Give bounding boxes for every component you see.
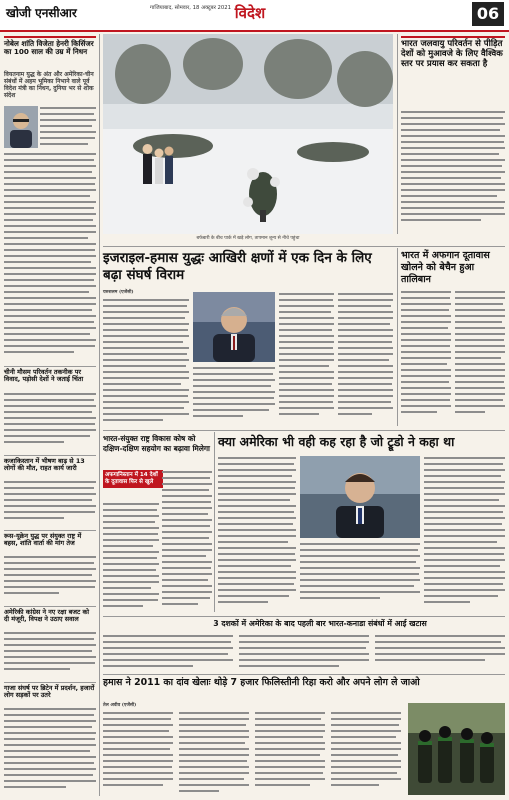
mid-right-body-b xyxy=(424,456,505,612)
masthead: खोजी एनसीआर xyxy=(6,6,77,20)
divider xyxy=(103,430,505,431)
divider xyxy=(4,530,96,531)
column-rule xyxy=(99,34,100,796)
lead-body-right xyxy=(279,292,393,426)
divider xyxy=(4,455,96,456)
page-number: 06 xyxy=(472,2,504,26)
band-headline: 3 दशकों में अमेरिका के बाद पहली बार भारत-कनाडा संबंधों में आई खटास xyxy=(213,619,427,628)
lead-body-under-photo xyxy=(193,366,275,426)
left-story1-headline: नोबेल शांति विजेता हेनरी किसिंजर का 100 साल की उम्र में निधन xyxy=(4,39,94,57)
left-story3-body xyxy=(4,480,96,528)
mid-right-body-a xyxy=(218,456,296,612)
lead-photo-leader xyxy=(193,292,275,362)
left-story6-body xyxy=(4,707,96,795)
band-body xyxy=(103,634,505,670)
left-story2-headline: चीनी मौसम परिवर्तन तकनीक पर विवाद, पड़ोसी देशों ने जताई चिंता xyxy=(4,368,84,384)
hamas-fighters-photo xyxy=(408,703,505,795)
left-story6-headline: गाजा संघर्ष पर ब्रिटेन में प्रदर्शन, हजारों लोग सड़कों पर उतरे xyxy=(4,684,95,700)
mid-left-headline: भारत-संयुक्त राष्ट्र विकास कोष को दक्षिण-दक्षिण सहयोग का बढ़ावा मिलेगा xyxy=(103,434,210,453)
left-story4-body xyxy=(4,555,96,603)
snow-scene-photo xyxy=(103,34,393,234)
right-story1-headline: भारत जलवायु परिवर्तन से पीड़ित देशों को मुआवजे के लिए वैश्विक स्तर पर प्रयास कर सकता है xyxy=(401,39,503,69)
divider xyxy=(103,246,505,247)
column-rule xyxy=(214,432,215,612)
divider xyxy=(103,674,505,675)
column-rule xyxy=(397,248,398,426)
right-story1-body xyxy=(401,110,505,226)
lead-byline: यरुशलम (एजेंसी) xyxy=(103,290,134,295)
left-story4-headline: रूस-यूक्रेन युद्ध पर संयुक्त राष्ट्र में बहस, शांति वार्ता की मांग तेज xyxy=(4,532,82,548)
left-story1-body xyxy=(40,106,96,148)
left-story1-portrait xyxy=(4,106,38,148)
right-col-rule xyxy=(401,36,505,38)
top-photo-caption: बर्फबारी के बीच पार्क में खड़े लोग, तापमान शून्य से नीचे पहुंचा xyxy=(196,236,300,241)
lead-headline: इजराइल-हमास युद्धः आखिरी क्षणों में एक दिन के लिए बढ़ा संघर्ष विराम xyxy=(103,250,372,283)
mid-left-body-a xyxy=(103,502,159,612)
lead-body xyxy=(103,298,189,426)
left-story3-headline: कजाकिस्तान में भीषण बाढ़ से 13 लोगों की मौत, राहत कार्य जारी xyxy=(4,457,85,473)
right-story2-body xyxy=(401,290,505,424)
divider xyxy=(4,606,96,607)
left-story1-subhead: वियतनाम युद्ध के अंत और अमेरिका-चीन संबंधों में अहम भूमिका निभाने वाले पूर्व विदेश मंत्री का निधन, दुनिया भर से शोक संदेश xyxy=(4,71,94,99)
left-story2-body xyxy=(4,392,96,452)
column-rule xyxy=(397,34,398,234)
dateline: गाजियाबाद, सोमवार, 18 अक्टूबर 2021 xyxy=(150,5,232,11)
section-title: विदेश xyxy=(234,4,266,22)
divider xyxy=(4,682,96,683)
divider xyxy=(4,366,96,367)
divider xyxy=(103,616,505,617)
left-col-rule xyxy=(4,36,96,38)
mid-left-body-b xyxy=(162,470,212,612)
right-story2-headline: भारत में अफगान दूतावास खोलने को बेचैन हुआ तालिबान xyxy=(401,250,490,285)
bottom-headline: हमास ने 2011 का दांव खेलाः थोड़े 7 हजार फिलिस्तीनी रिहा करो और अपने लोग ले जाओ xyxy=(103,677,420,688)
trudeau-photo xyxy=(300,456,420,538)
mid-right-headline: क्या अमेरिका भी वही कह रहा है जो ट्रूडो ने कहा था xyxy=(218,434,455,449)
mid-right-body-c xyxy=(300,542,420,612)
left-story1-body-cont xyxy=(4,152,96,362)
mid-sidebar-box: अफगानिस्तान में 14 देशों के दूतावास फिर से खुले xyxy=(103,470,163,488)
bottom-byline: तेल अवीव (एजेंसी) xyxy=(103,703,137,708)
left-story5-body xyxy=(4,631,96,679)
bottom-body xyxy=(103,711,403,797)
left-story5-headline: अमेरिकी कांग्रेस ने नए रक्षा बजट को दी मंजूरी, विपक्ष ने उठाए सवाल xyxy=(4,608,90,624)
